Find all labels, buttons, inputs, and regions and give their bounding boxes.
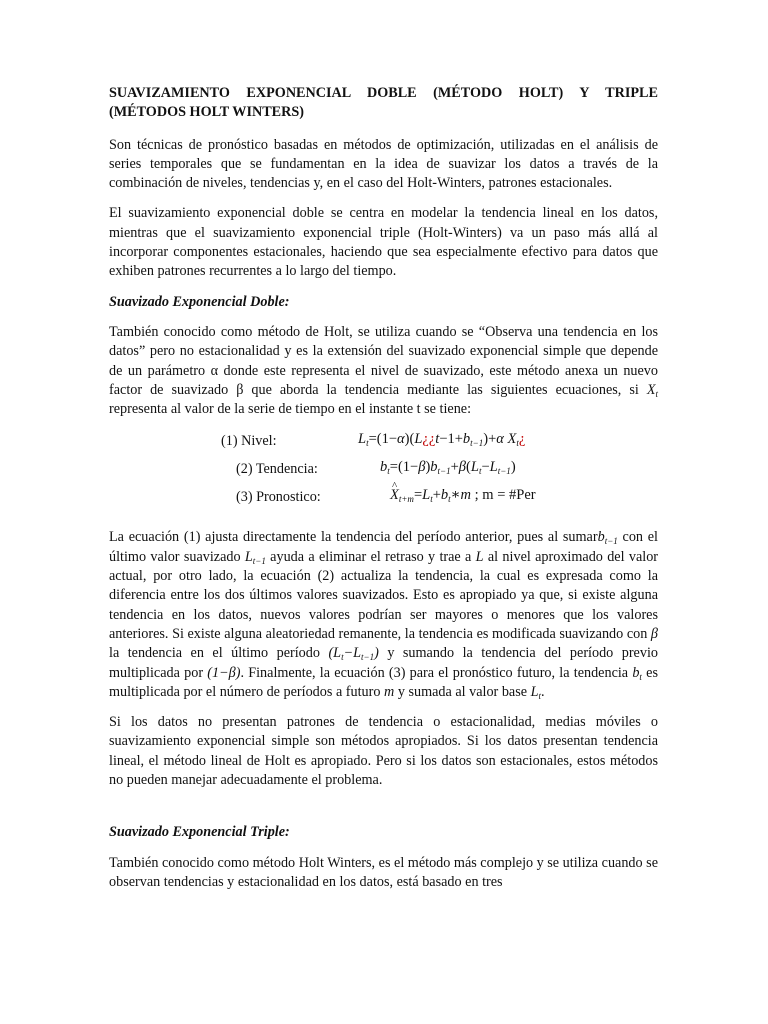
equation-pronostico [109,486,658,514]
doble-paragraph-1: También conocido como método de Holt, se utiliza cuando se “Observa una tendencia en los datos” pero no estacionalidad y es la extensión del suavizado exponencial simple que depende de un parámetro α donde este representa el nivel de suavizado, este método anexa un nuevo factor de suavizado β que aborda la tendencia mediante las siguientes ecuaciones, si $X_t$ representa al valor de la serie de tiempo en el instante t se tiene: [109,323,658,418]
equation-nivel [109,430,658,458]
equations-block [109,430,658,514]
doble-paragraph-3: Si los datos no presentan patrones de tendencia o estacionalidad, medias móviles o suavizamiento exponencial simple son métodos apropiados. Si los datos presentan tendencia lineal, el método lineal de Holt es apropiado. Pero si los datos son estacionales, estos métodos no pueden manejar adecuadamente el problema. [109,714,658,789]
equation-label-3: (3) Pronostico: [236,489,321,506]
equation-label-2: (2) Tendencia: [236,461,318,478]
equation-tendencia [109,458,658,486]
intro-paragraph-2: El suavizamiento exponencial doble se centra en modelar la tendencia lineal en los datos, mientras que el suavizamiento exponencial triple (Holt-Winters) va un paso más allá al incorporar componentes estacionales, haciendo que sea especialmente efectivo para datos que exhiben patrones recurrentes a lo largo del tiempo. [109,205,658,280]
equation-label-1: (1) Nivel: [221,433,277,450]
section-heading-triple: Suavizado Exponencial Triple: [109,824,290,841]
document-page [109,84,658,903]
equation-formula-3: ^ $X_{t+m}=L_t+b_t∗m$ ; m = #Per [390,486,536,505]
intro-paragraph-1: Son técnicas de pronóstico basadas en métodos de optimización, utilizadas en el análisis de series temporales que se fundamentan en la idea de suavizar los datos a través de la combinación de niveles, tendencias y, en el caso del Holt-Winters, patrones estacionales. [109,136,658,192]
triple-paragraph-1: También conocido como método Holt Winters, es el método más complejo y se utiliza cuando se observan tendencias y estacionalidad en los datos, está basado en tres [109,854,658,890]
doble-paragraph-2: La ecuación (1) ajusta directamente la tendencia del período anterior, pues al sumarb$_{t-1}$ con el último valor suavizado $L_{t-1}$ ayuda a eliminar el retraso y trae a L al nivel aproximado del valor actual, por otro lado, la ecuación (2) actualiza la tendencia, la cual es expresada como la diferencia entre los dos últimos valores suavizados. Esto es apropiado ya que, si existe alguna tendencia en los datos, nuevos valores podrían ser mayores o menores que los valores anteriores. Si existe alguna aleatoriedad remanente, la tendencia es modificada suavizando con β la tendencia en el último período $(L_t-L_{t-1})$ y sumando la tendencia del período previo multiplicada por (1−β). Finalmente, la ecuación (3) para el pronóstico futuro, la tendencia $b_t$ es multiplicada por el número de períodos a futuro m y sumada al valor base $L_t$. [109,529,659,701]
document-title: SUAVIZAMIENTO EXPONENCIAL DOBLE (MÉTODO HOLT) Y TRIPLE (MÉTODOS HOLT WINTERS) [109,85,658,121]
section-heading-doble: Suavizado Exponencial Doble: [109,293,290,310]
equation-formula-2: $b_t=(1-\beta)b_{t-1}+\beta(L_t-L_{t-1})$ [380,459,516,477]
equation-formula-1: $L_t=(1-\alpha)(L¿¿t-1+b_{t-1})+\alpha$ $X_t¿$ [358,431,526,449]
